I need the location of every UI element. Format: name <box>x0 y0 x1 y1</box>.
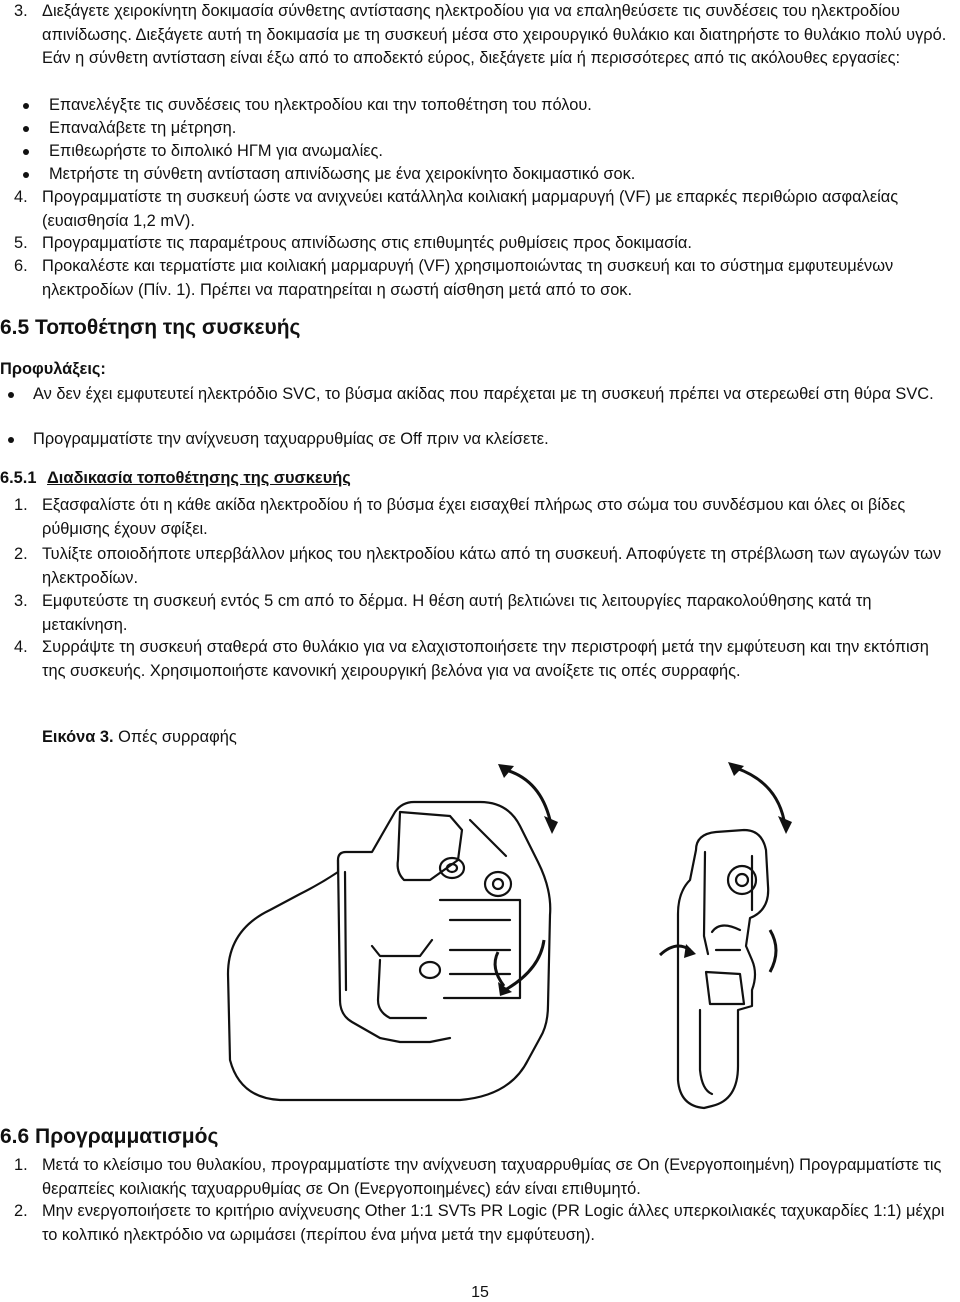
placement-step <box>0 543 960 590</box>
suture-arrow-left-bottom <box>505 940 544 990</box>
step-5 <box>0 232 960 256</box>
precaution-item <box>0 428 960 452</box>
step-text: Διεξάγετε χειροκίνητη δοκιμασία σύνθετης αντίστασης ηλεκτροδίου για να επαληθεύσετε τις συνδέσεις του ηλεκτροδίου απινίδωσης. Διεξάγετε αυτή τη δοκιμασία με τη συσκευή μέσα στο χειρουργικό θυλάκιο και διατηρήστε το θυλάκιο πολύ υγρό. Εάν η σύνθετη αντίσταση είναι έξω από το αποδεκτό εύρος, διεξάγετε μία ή περισσότερες από τις ακόλουθες εργασίες: <box>42 2 947 67</box>
step-number: 5. <box>14 234 28 252</box>
suture-arrow-left-top <box>506 770 550 820</box>
section-heading-6-6: 6.6 Προγραμματισμός <box>0 1125 219 1148</box>
bullet-icon <box>8 392 14 398</box>
bullet-icon <box>23 103 29 109</box>
bullet-item <box>0 94 960 118</box>
step-text: Μην ενεργοποιήσετε το κριτήριο ανίχνευσης Other 1:1 SVTs PR Logic (PR Logic άλλες υπερκοιλιακές ταχυκαρδίες 1:1) μέχρι το κολπικό ηλεκτρόδιο να ωριμάσει (περίπου ένα μήνα μετά την εμφύτευση). <box>42 1202 945 1244</box>
bullet-icon <box>23 149 29 155</box>
step-number: 1. <box>14 1156 28 1174</box>
step-text: Προγραμματίστε τις παραμέτρους απινίδωσης στις επιθυμητές ρυθμίσεις προς δοκιμασία. <box>42 234 692 252</box>
figure-caption-text: Οπές συρραφής <box>118 728 237 746</box>
step-text: Συρράψτε τη συσκευή σταθερά στο θυλάκιο για να ελαχιστοποιήσετε την περιστροφή μετά την εμφύτευση και την εκτόπιση της συσκευής. Χρησιμοποιήστε κανονική χειρουργική βελόνα για να ανοίξετε τις οπές συρραφής. <box>42 638 929 680</box>
suture-holes-figure <box>0 760 960 1140</box>
bullet-item <box>0 140 960 164</box>
placement-step <box>0 590 960 637</box>
bullet-text: Επιθεωρήστε το διπολικό ΗΓΜ για ανωμαλίες. <box>49 142 383 160</box>
section-heading-6-5: 6.5 Τοποθέτηση της συσκευής <box>0 316 301 339</box>
figure-label: Εικόνα 3. <box>42 728 114 746</box>
page-number: 15 <box>471 1284 489 1301</box>
bullet-text: Επαναλάβετε τη μέτρηση. <box>49 119 237 137</box>
bullet-item <box>0 163 960 187</box>
bullet-text: Επανελέγξτε τις συνδέσεις του ηλεκτροδίου και την τοποθέτηση του πόλου. <box>49 96 592 114</box>
step-text: Μετά το κλείσιμο του θυλακίου, προγραμματίστε την ανίχνευση ταχυαρρυθμίας σε On (Ενεργοποιημένη) Προγραμματίστε τις θεραπείες κοιλιακής ταχυαρρυθμίας σε On (Ενεργοποιημένες) εάν είναι επιθυμητό. <box>42 1156 942 1198</box>
section-title: Διαδικασία τοποθέτησης της συσκευής <box>47 469 351 487</box>
programming-step <box>0 1154 960 1201</box>
device-front-view <box>228 802 550 1100</box>
placement-step <box>0 636 960 708</box>
bullet-icon <box>23 126 29 132</box>
figure-caption <box>42 728 237 747</box>
precaution-text: Αν δεν έχει εμφυτευτεί ηλεκτρόδιο SVC, το βύσμα ακίδας που παρέχεται με τη συσκευή πρέπει να στερεωθεί στη θύρα SVC. <box>33 385 934 403</box>
suture-arrow-right-top <box>736 768 784 820</box>
suture-arrow-left-low <box>495 952 504 986</box>
section-number: 6.5.1 <box>0 469 37 487</box>
section-heading-6-5-1 <box>0 469 351 488</box>
bullet-item <box>0 117 960 141</box>
step-number: 2. <box>14 545 28 563</box>
step-number: 2. <box>14 1202 28 1220</box>
step-6 <box>0 255 960 302</box>
suture-arrow-right-bottom <box>770 930 776 972</box>
step-4 <box>0 186 960 233</box>
step-number: 4. <box>14 188 28 206</box>
step-text: Προγραμματίστε τη συσκευή ώστε να ανιχνεύει κατάλληλα κοιλιακή μαρμαρυγή (VF) με επαρκές περιθώριο ασφαλείας (ευαισθησία 1,2 mV). <box>42 188 899 230</box>
step-text: Τυλίξτε οποιοδήποτε υπερβάλλον μήκος του ηλεκτροδίου κάτω από τη συσκευή. Αποφύγετε τη στρέβλωση των αγωγών των ηλεκτροδίων. <box>42 545 942 587</box>
programming-step <box>0 1200 960 1247</box>
bullet-text: Μετρήστε τη σύνθετη αντίσταση απινίδωσης με ένα χειροκίνητο δοκιμαστικό σοκ. <box>49 165 636 183</box>
step-text: Εξασφαλίστε ότι η κάθε ακίδα ηλεκτροδίου ή το βύσμα έχει εισαχθεί πλήρως στο σώμα του συνδέσμου και όλες οι βίδες ρύθμισης έχουν σφίξει. <box>42 496 906 538</box>
device-side-view <box>678 830 768 1108</box>
step-3 <box>0 0 960 94</box>
step-number: 3. <box>14 592 28 610</box>
step-number: 3. <box>14 2 28 20</box>
step-text: Εμφυτεύστε τη συσκευή εντός 5 cm από το δέρμα. Η θέση αυτή βελτιώνει τις λειτουργίες παρακολούθησης κατά τη μετακίνηση. <box>42 592 872 634</box>
bullet-icon <box>23 172 29 178</box>
bullet-icon <box>8 437 14 443</box>
step-number: 4. <box>14 638 28 656</box>
precaution-item <box>0 383 960 430</box>
step-text: Προκαλέστε και τερματίστε μια κοιλιακή μαρμαρυγή (VF) χρησιμοποιώντας τη συσκευή και το σύστημα εμφυτευμένων ηλεκτροδίων (Πίν. 1). Πρέπει να παρατηρείται η σωστή αίσθηση μετά από το σοκ. <box>42 257 894 299</box>
step-number: 6. <box>14 257 28 275</box>
precautions-label: Προφυλάξεις: <box>0 360 106 378</box>
precaution-text: Προγραμματίστε την ανίχνευση ταχυαρρυθμίας σε Off πριν να κλείσετε. <box>33 430 549 448</box>
placement-step <box>0 494 960 541</box>
step-number: 1. <box>14 496 28 514</box>
